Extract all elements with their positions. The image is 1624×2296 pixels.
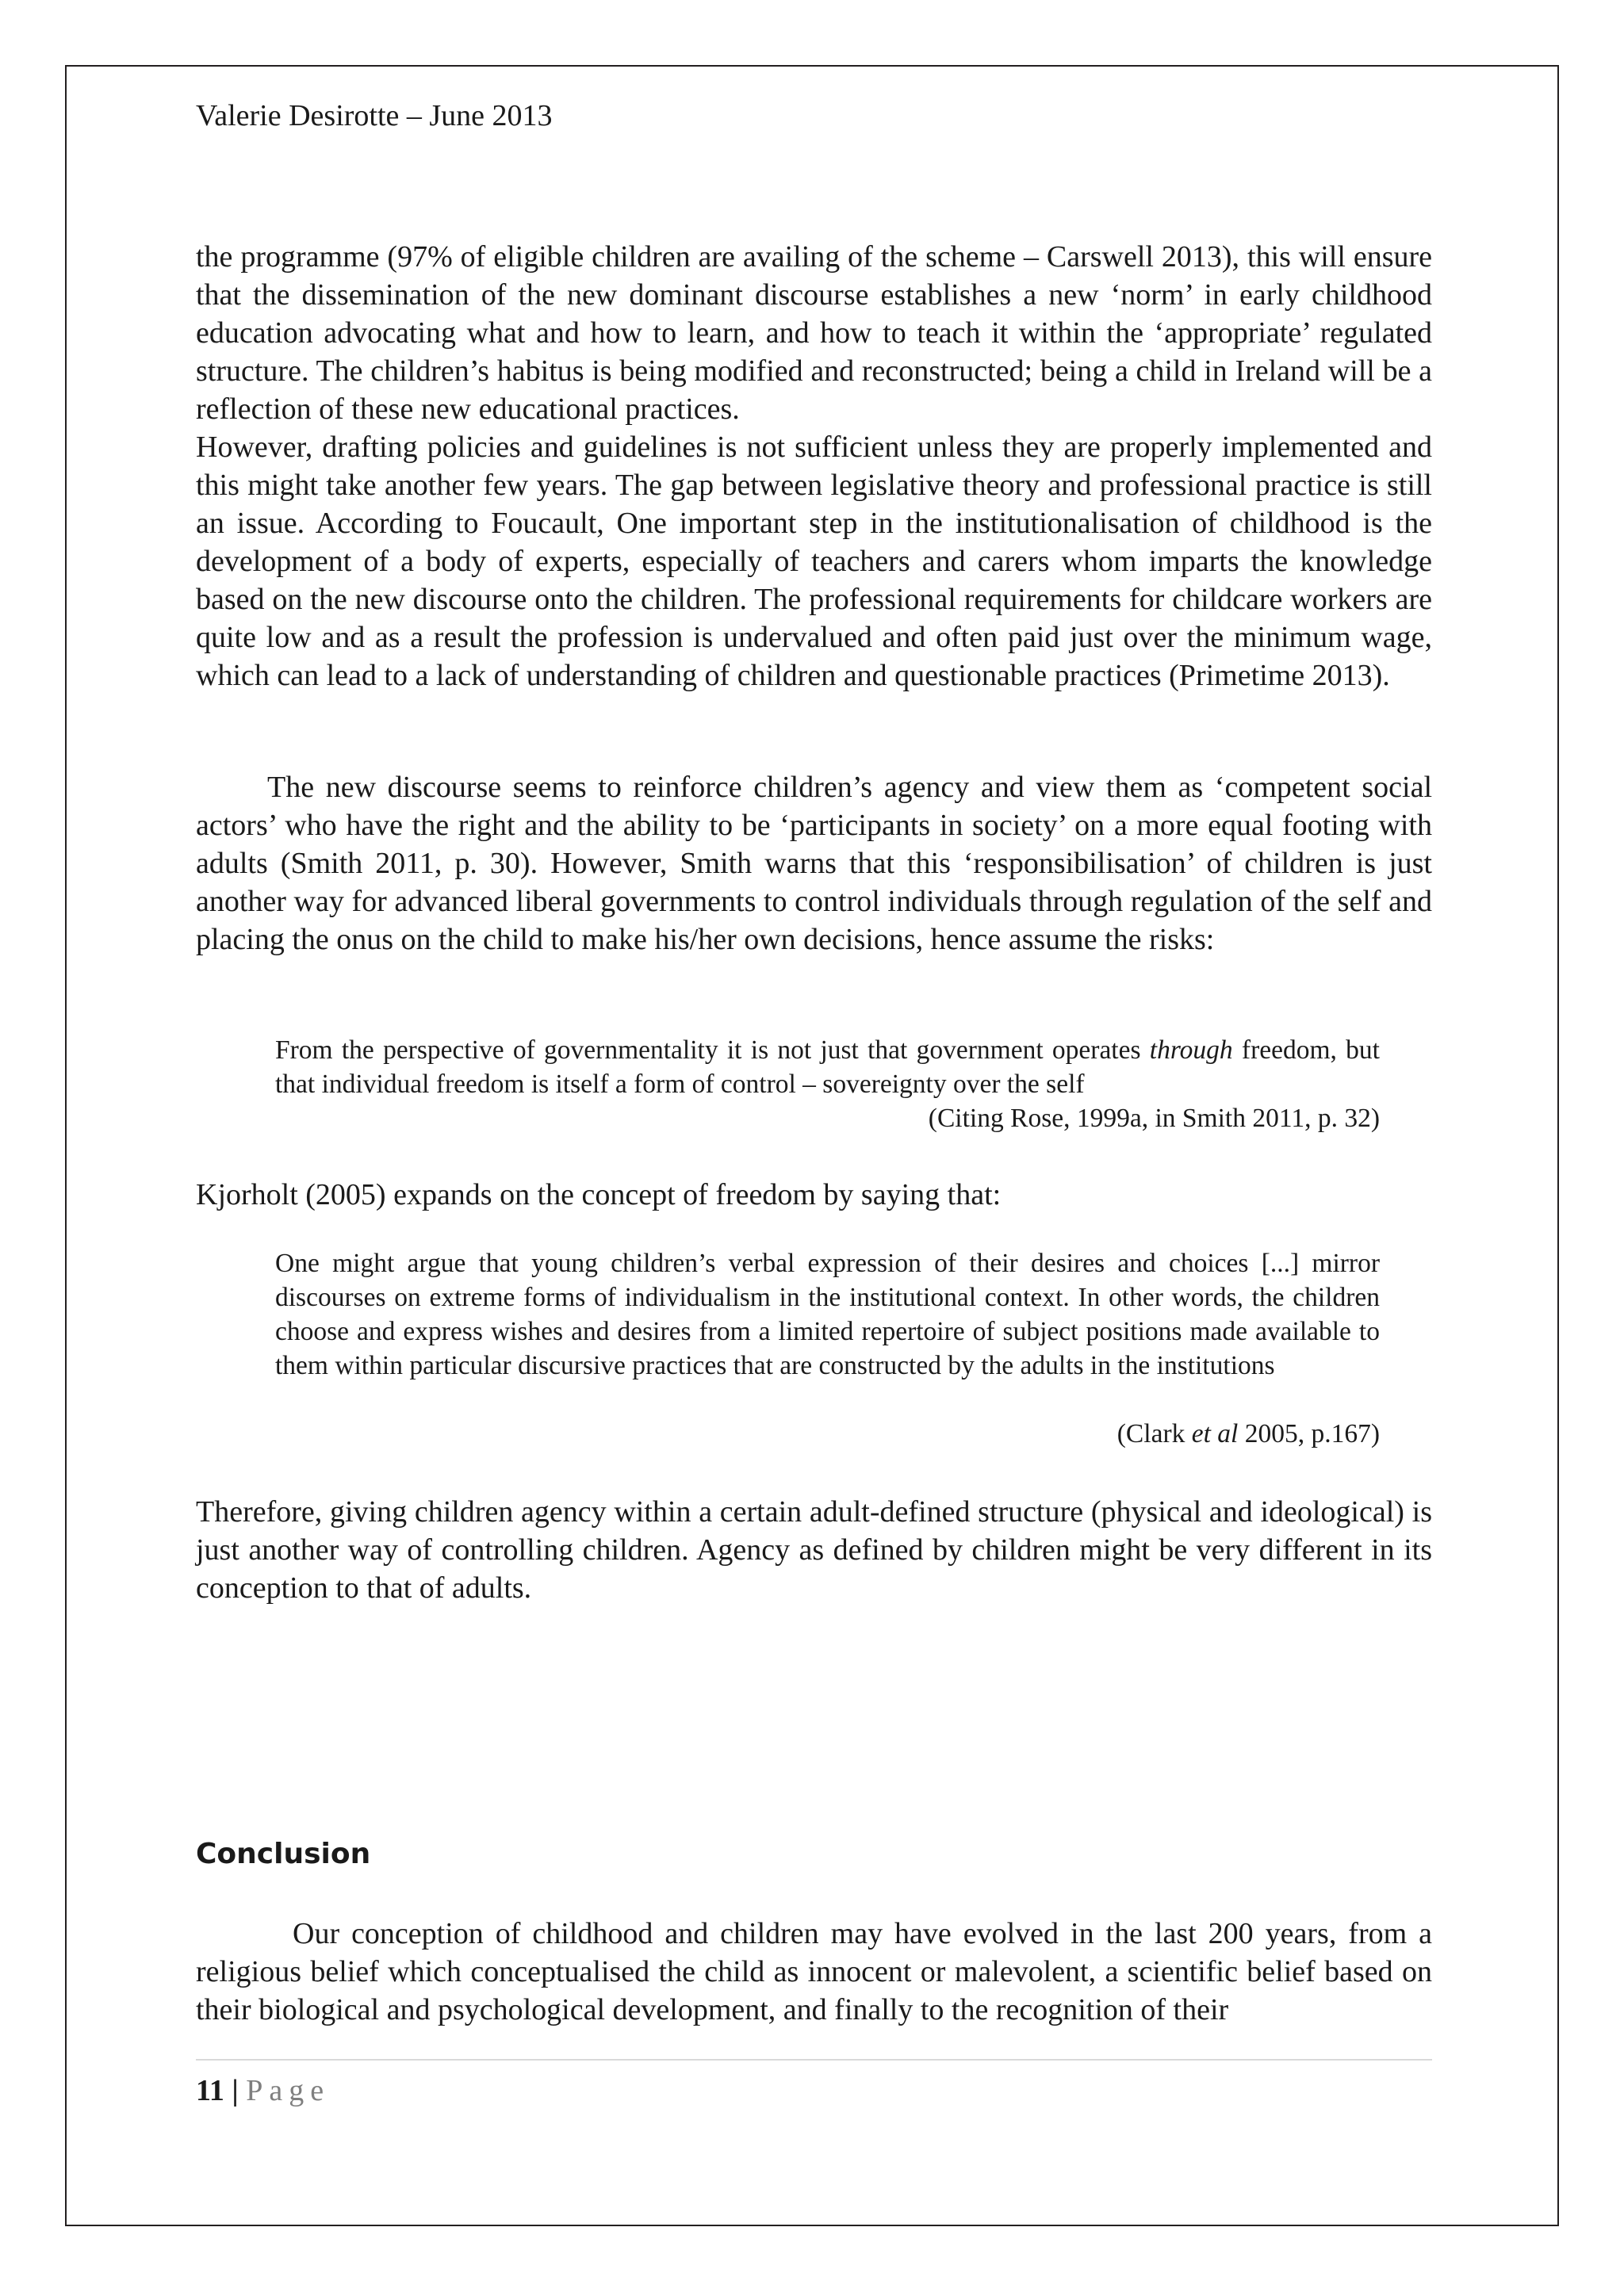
quote-citation-clark [1117, 1417, 1380, 1451]
page-label: Page [246, 2074, 331, 2107]
conclusion-heading: Conclusion [196, 1838, 371, 1870]
quote-text-start: From the perspective of governmentality it is not just that government operates [275, 1035, 1150, 1065]
quote-text-end: freedom, but that individual freedom is itself a form of control – sovereignty over the self [275, 1035, 1380, 1099]
citation-end: 2005, p.167) [1238, 1419, 1380, 1448]
footer-divider [196, 2059, 1432, 2061]
paragraph-conclusion-text: Our conception of childhood and children may have evolved in the last 200 years, from a religious belief which conceptualised the child as innocent or malevolent, a scientific belief based on their biological and psychological development, and finally to the recognition of their [196, 1917, 1432, 2026]
paragraph-therefore: Therefore, giving children agency within a certain adult-defined structure (physical and ideological) is just another way of controlling children. Agency as defined by children might be very different in its conception to that of adults. [196, 1495, 1432, 1605]
block-quote-governmentality [275, 1033, 1380, 1101]
paragraph-policies: However, drafting policies and guidelines is not sufficient unless they are properly implemented and this might take another few years. The gap between legislative theory and professional practice is still an issue. According to Foucault, One important step in the institutionalisation of childhood is the development of a body of experts, especially of teachers and carers whom imparts the knowledge based on the new discourse onto the children. The professional requirements for childcare workers are quite low and as a result the profession is undervalued and often paid just over the minimum wage, which can lead to a lack of understanding of children and questionable practices (Primetime 2013). [196, 430, 1432, 692]
page-footer [196, 2071, 330, 2110]
citation-start: (Clark [1116, 1419, 1192, 1448]
block-quote-kjorholt: One might argue that young children’s verbal expression of their desires and choices [...] mirror discourses on extreme forms of individualism in the institutional context. In other words, the children choose and express wishes and desires from a limited repertoire of subject positions made available to them within particular discursive practices that are constructed by the adults in the institutions [275, 1249, 1380, 1380]
paragraph-new-discourse-text: The new discourse seems to reinforce children’s agency and view them as ‘competent social actors’ who have the right and the ability to be ‘participants in society’ on a more equal footing with adults (Smith 2011, p. 30). However, Smith warns that this ‘responsibilisation’ of children is just another way for advanced liberal governments to control individuals through regulation of the self and placing the onus on the child to make his/her own decisions, hence assume the risks: [196, 771, 1432, 956]
quote-italic-word: through [1149, 1035, 1233, 1065]
paragraph-conclusion [196, 1915, 1432, 2029]
paragraph-new-discourse [196, 768, 1432, 959]
footer-separator: | [232, 2074, 239, 2107]
paragraph-kjorholt: Kjorholt (2005) expands on the concept of freedom by saying that: [196, 1178, 1002, 1211]
page-number: 11 [196, 2074, 224, 2107]
running-header: Valerie Desirotte – June 2013 [196, 99, 553, 132]
paragraph-programme: the programme (97% of eligible children are availing of the scheme – Carswell 2013), this will ensure that the dissemination of the new dominant discourse establishes a new ‘norm’ in early childhood education advocating what and how to learn, and how to teach it within the ‘appropriate’ regulated structure. The children’s habitus is being modified and reconstructed; being a child in Ireland will be a reflection of these new educational practices. [196, 240, 1432, 426]
quote-citation-rose: (Citing Rose, 1999a, in Smith 2011, p. 32) [928, 1104, 1380, 1133]
citation-italic: et al [1191, 1419, 1239, 1448]
